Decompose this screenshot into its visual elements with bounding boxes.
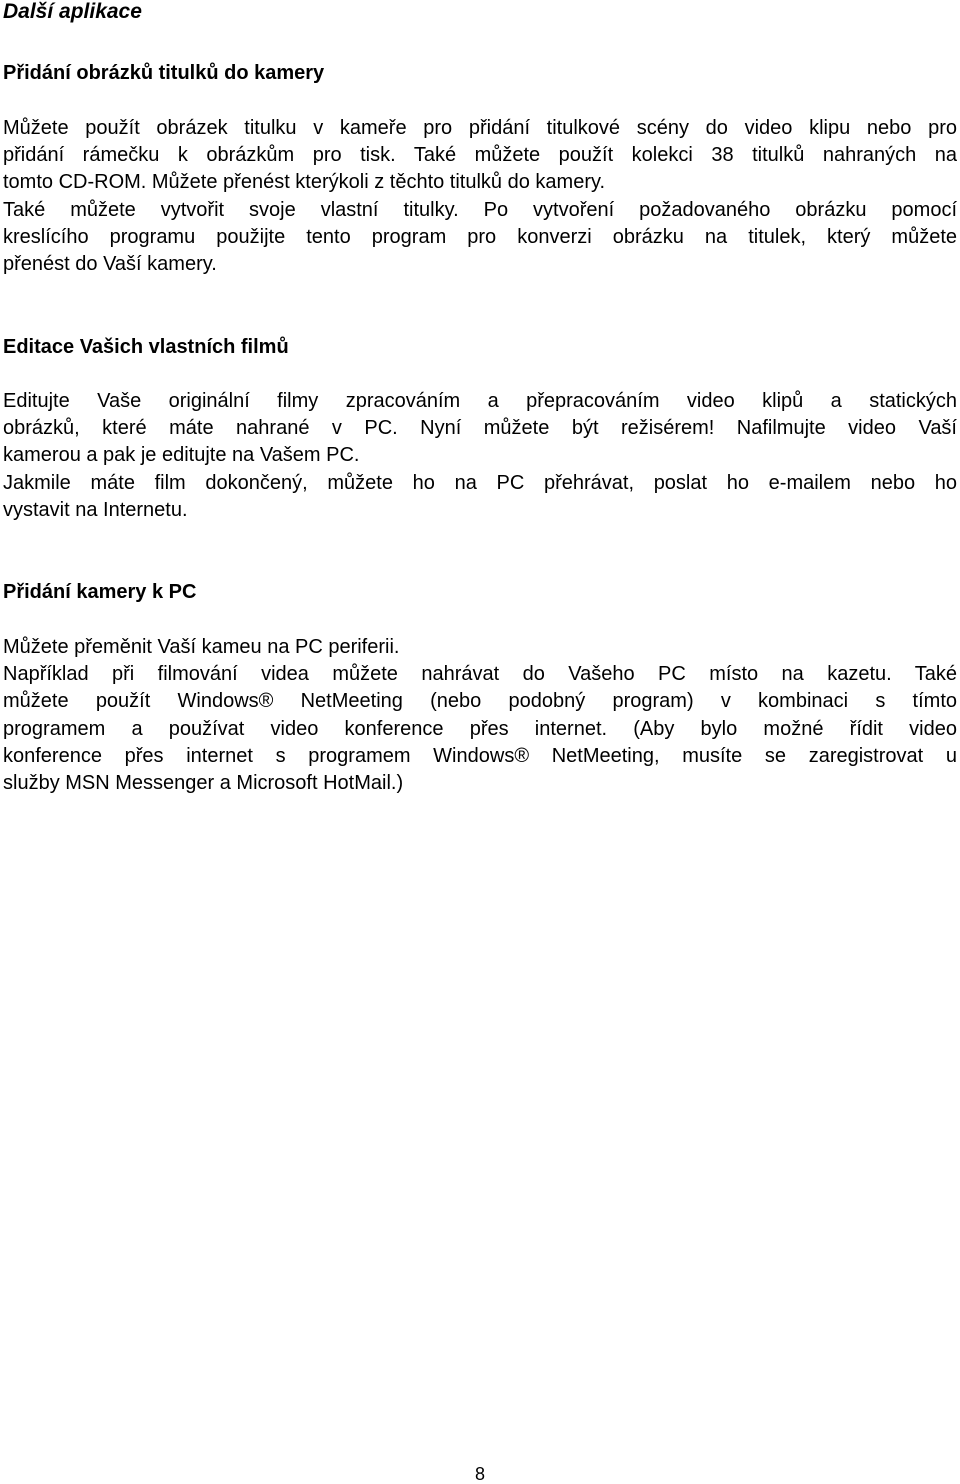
- paragraph-line: Například při filmování videa můžete nahrávat do Vašeho PC místo na kazetu. Také: [3, 663, 957, 686]
- paragraph-line: Editujte Vaše originální filmy zpracováním a přepracováním video klipů a statických: [3, 390, 957, 412]
- section-heading-pc-camera: Přidání kamery k PC: [3, 581, 197, 603]
- paragraph-line: Jakmile máte film dokončený, můžete ho na PC přehrávat, poslat ho e-mailem nebo ho: [3, 471, 957, 494]
- paragraph-line: obrázků, které máte nahrané v PC. Nyní můžete být režisérem! Nafilmujte video Vaší: [3, 417, 957, 440]
- section-body-pc-camera: [3, 634, 957, 797]
- paragraph-line: vystavit na Internetu.: [3, 498, 188, 521]
- page-number: 8: [474, 1464, 485, 1484]
- page-title: Další aplikace: [3, 0, 142, 23]
- paragraph-line: konference přes internet s programem Windows® NetMeeting, musíte se zaregistrovat u: [3, 744, 957, 767]
- paragraph-line: Můžete použít obrázek titulku v kameře pro přidání titulkové scény do video klipu nebo pro: [3, 117, 957, 139]
- paragraph-line: tomto CD-ROM. Můžete přenést kterýkoli z těchto titulků do kamery.: [3, 171, 606, 194]
- paragraph-line: Můžete přeměnit Vaší kameu na PC periferii.: [3, 636, 400, 658]
- paragraph-line: kamerou a pak je editujte na Vašem PC.: [3, 444, 360, 467]
- section-heading-editing: Editace Vašich vlastních filmů: [3, 336, 289, 358]
- paragraph-line: programem a používat video konference přes internet. (Aby bylo možné řídit video: [3, 717, 957, 740]
- paragraph-line: můžete použít Windows® NetMeeting (nebo podobný program) v kombinaci s tímto: [3, 690, 957, 713]
- section-body-editing: [3, 388, 957, 524]
- section-heading-titles: Přidání obrázků titulků do kamery: [3, 62, 325, 84]
- paragraph-line: přenést do Vaší kamery.: [3, 253, 217, 276]
- paragraph-line: služby MSN Messenger a Microsoft HotMail.): [3, 772, 404, 795]
- paragraph-line: Také můžete vytvořit svoje vlastní titulky. Po vytvoření požadovaného obrázku pomocí: [3, 198, 957, 221]
- paragraph-line: přidání rámečku k obrázkům pro tisk. Také můžete použít kolekci 38 titulků nahraných na: [3, 144, 957, 167]
- paragraph-line: kreslícího programu použijte tento program pro konverzi obrázku na titulek, který můžete: [3, 225, 957, 248]
- section-body-titles: [3, 115, 957, 278]
